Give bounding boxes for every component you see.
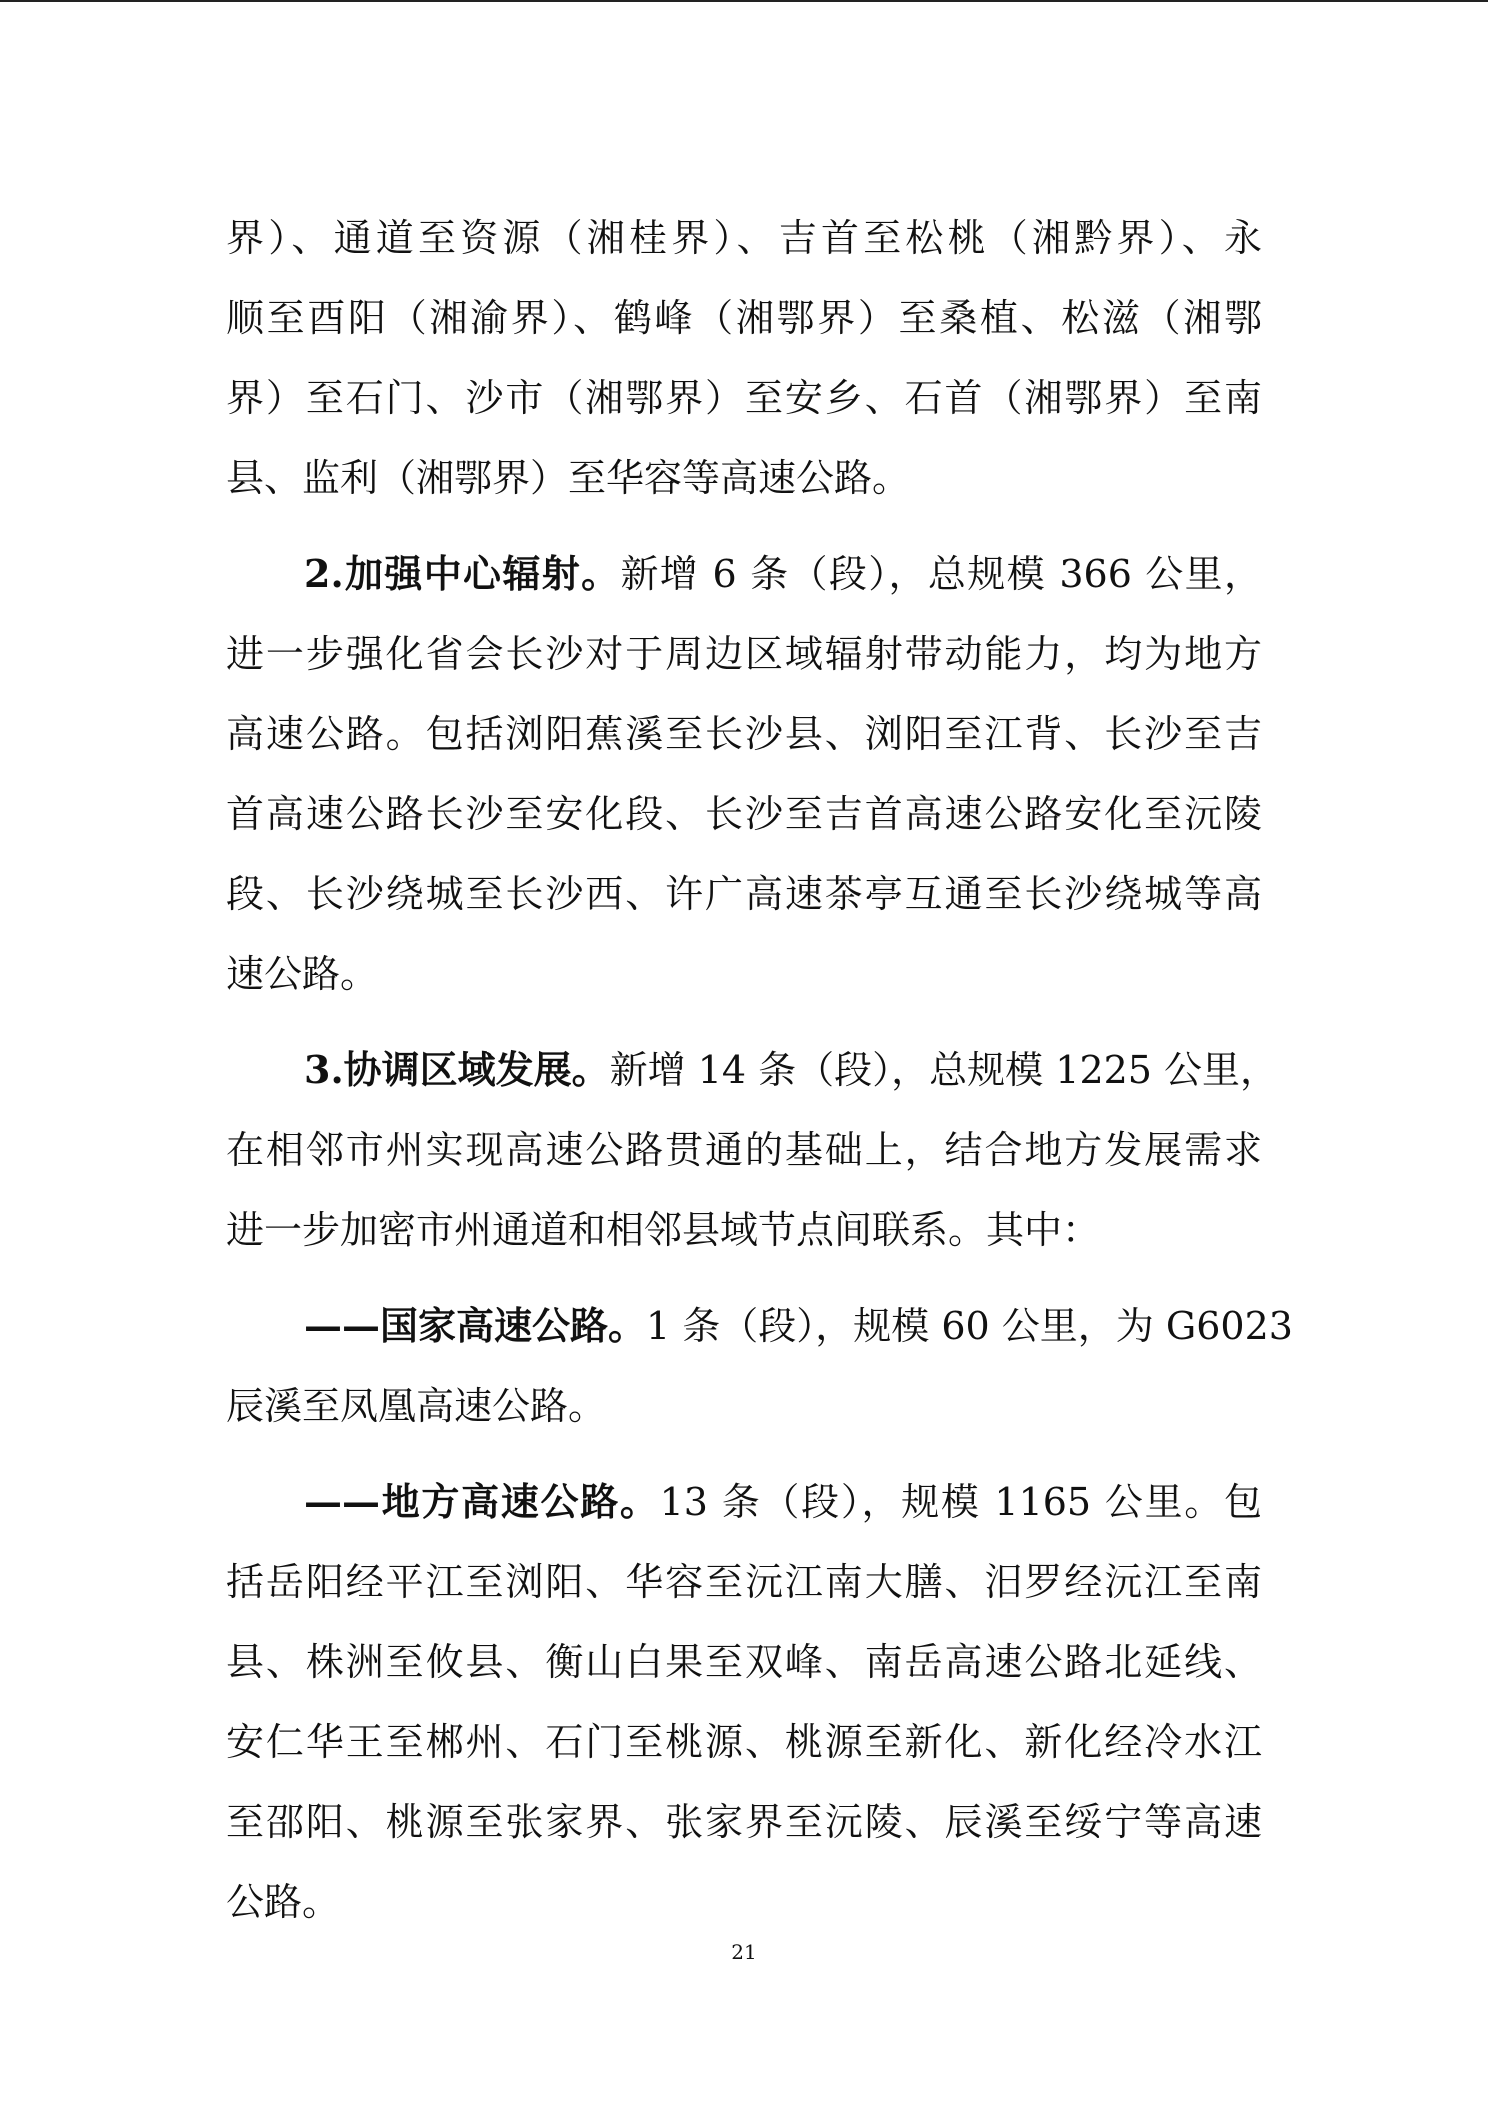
section-heading: ——地方高速公路。 xyxy=(304,1479,660,1524)
text-line: 界）、通道至资源（湘桂界）、吉首至松桃（湘黔界）、永 xyxy=(226,216,1262,260)
text-line: 安仁华王至郴州、石门至桃源、桃源至新化、新化经冷水江 xyxy=(226,1720,1262,1764)
text-line xyxy=(226,1286,1293,1366)
text-line: 在相邻市州实现高速公路贯通的基础上，结合地方发展需求 xyxy=(226,1128,1262,1172)
section-heading: 3.协调区域发展。 xyxy=(304,1047,610,1092)
text-line xyxy=(226,1030,1279,1110)
text-line: 进一步加密市州通道和相邻县域节点间联系。其中： xyxy=(226,1208,1101,1252)
section-heading: ——国家高速公路。 xyxy=(304,1303,647,1348)
text-line: 界）至石门、沙市（湘鄂界）至安乡、石首（湘鄂界）至南 xyxy=(226,376,1262,420)
text-line: 首高速公路长沙至安化段、长沙至吉首高速公路安化至沅陵 xyxy=(226,792,1262,836)
heading-line-text: 新增 14 条（段），总规模 1225 公里， xyxy=(609,1048,1279,1092)
heading-line-text: 13 条（段），规模 1165 公里。包 xyxy=(659,1480,1262,1524)
paragraph-center-radiation xyxy=(226,534,1262,1014)
text-line: 县、株洲至攸县、衡山白果至双峰、南岳高速公路北延线、 xyxy=(226,1640,1262,1684)
section-heading: 2.加强中心辐射。 xyxy=(304,551,621,596)
text-line: 辰溪至凤凰高速公路。 xyxy=(226,1384,607,1428)
heading-line-text: 1 条（段），规模 60 公里，为 G6023 xyxy=(646,1304,1293,1348)
text-line: 公路。 xyxy=(226,1880,341,1924)
paragraph-border-routes xyxy=(226,198,1262,518)
text-line: 顺至酉阳（湘渝界）、鹤峰（湘鄂界）至桑植、松滋（湘鄂 xyxy=(226,296,1262,340)
text-line: 括岳阳经平江至浏阳、华容至沅江南大膳、汨罗经沅江至南 xyxy=(226,1560,1262,1604)
paragraph-local-expressway xyxy=(226,1462,1262,1942)
paragraph-regional-development xyxy=(226,1030,1279,1270)
text-line xyxy=(226,534,1262,614)
top-border-line xyxy=(0,0,1488,2)
text-line: 县、监利（湘鄂界）至华容等高速公路。 xyxy=(226,456,911,500)
text-line: 段、长沙绕城至长沙西、许广高速茶亭互通至长沙绕城等高 xyxy=(226,872,1262,916)
text-line: 进一步强化省会长沙对于周边区域辐射带动能力，均为地方 xyxy=(226,632,1262,676)
text-line: 至邵阳、桃源至张家界、张家界至沅陵、辰溪至绥宁等高速 xyxy=(226,1800,1262,1844)
text-line: 速公路。 xyxy=(226,952,379,996)
page-number: 21 xyxy=(731,1940,757,1964)
paragraph-national-expressway xyxy=(226,1286,1293,1446)
text-line: 高速公路。包括浏阳蕉溪至长沙县、浏阳至江背、长沙至吉 xyxy=(226,712,1262,756)
heading-line-text: 新增 6 条（段），总规模 366 公里， xyxy=(620,552,1262,596)
text-line xyxy=(226,1462,1262,1542)
document-body xyxy=(226,198,1293,1942)
